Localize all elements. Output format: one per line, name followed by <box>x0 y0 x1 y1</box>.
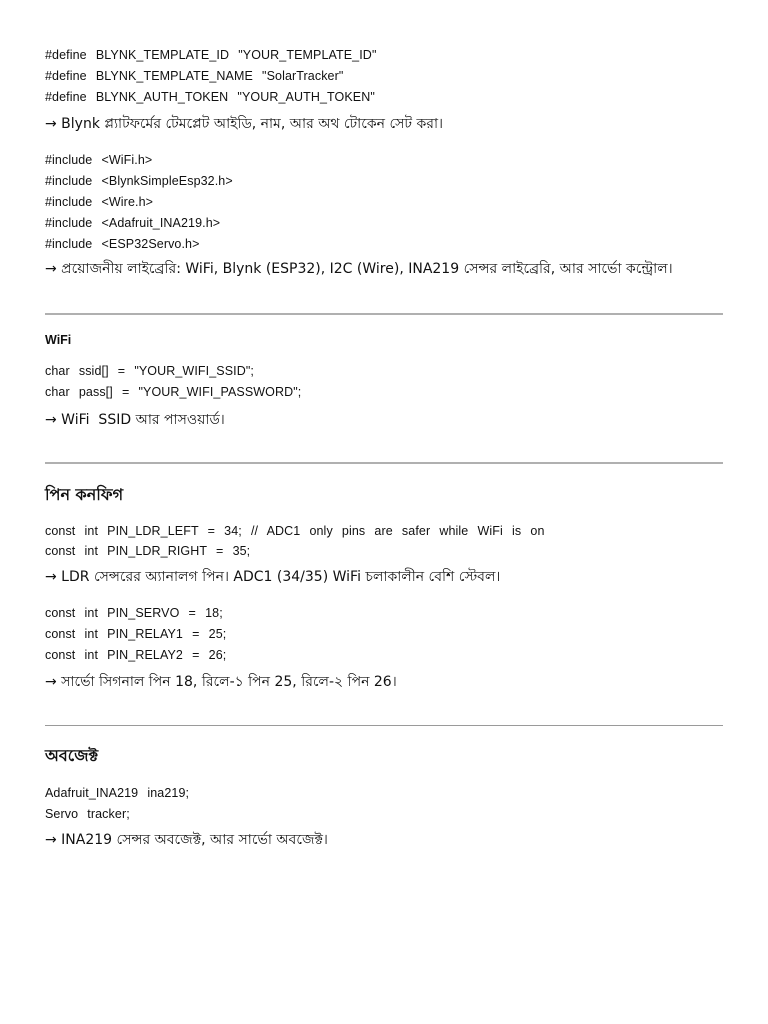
servo-relay-note: → সার্ভো সিগনাল পিন 18, রিলে-১ পিন 25, রিলে-২ পিন 26। <box>45 674 397 690</box>
code-line-ssid: char ssid[] = "YOUR_WIFI_SSID"; <box>45 364 254 378</box>
code-line-ldr-left: const int PIN_LDR_LEFT = 34; // ADC1 only pins are safer while WiFi is on <box>45 524 545 538</box>
code-line-servo-object: Servo tracker; <box>45 807 130 821</box>
wifi-note: → WiFi SSID আর পাসওয়ার্ড। <box>45 412 225 428</box>
section-divider <box>45 462 723 464</box>
section-divider <box>45 313 723 315</box>
code-line-pin-relay2: const int PIN_RELAY2 = 26; <box>45 648 227 662</box>
code-line-include-servo: #include <ESP32Servo.h> <box>45 237 200 251</box>
objects-note: → INA219 সেন্সর অবজেক্ট, আর সার্ভো অবজেক্ট। <box>45 832 328 848</box>
pin-config-heading: পিন কনফিগ <box>45 485 124 504</box>
code-line-ldr-right: const int PIN_LDR_RIGHT = 35; <box>45 544 251 558</box>
code-line-include-wire: #include <Wire.h> <box>45 195 154 209</box>
code-line-define-auth-token: #define BLYNK_AUTH_TOKEN "YOUR_AUTH_TOKEN" <box>45 90 375 104</box>
wifi-section-label: WiFi <box>45 333 72 347</box>
code-line-include-wifi: #include <WiFi.h> <box>45 153 153 167</box>
section-divider <box>45 725 723 726</box>
code-line-pin-relay1: const int PIN_RELAY1 = 25; <box>45 627 227 641</box>
code-line-include-blynk: #include <BlynkSimpleEsp32.h> <box>45 174 233 188</box>
code-line-include-ina219: #include <Adafruit_INA219.h> <box>45 216 221 230</box>
ldr-note: → LDR সেন্সরের অ্যানালগ পিন। ADC1 (34/35) WiFi চলাকালীন বেশি স্টেবল। <box>45 569 501 585</box>
blynk-note: → Blynk প্ল্যাটফর্মের টেমপ্লেট আইডি, নাম, আর অথ টোকেন সেট করা। <box>45 116 444 132</box>
objects-heading: অবজেক্ট <box>45 746 99 765</box>
code-line-pin-servo: const int PIN_SERVO = 18; <box>45 606 223 620</box>
code-line-ina219-object: Adafruit_INA219 ina219; <box>45 786 190 800</box>
code-line-define-template-id: #define BLYNK_TEMPLATE_ID "YOUR_TEMPLATE_ID" <box>45 48 377 62</box>
includes-note: → প্রয়োজনীয় লাইব্রেরি: WiFi, Blynk (ESP32), I2C (Wire), INA219 সেন্সর লাইব্রেরি, আর সার্ভো কন্ট্রোল। <box>45 261 673 277</box>
code-line-pass: char pass[] = "YOUR_WIFI_PASSWORD"; <box>45 385 302 399</box>
code-line-define-template-name: #define BLYNK_TEMPLATE_NAME "SolarTracker" <box>45 69 344 83</box>
